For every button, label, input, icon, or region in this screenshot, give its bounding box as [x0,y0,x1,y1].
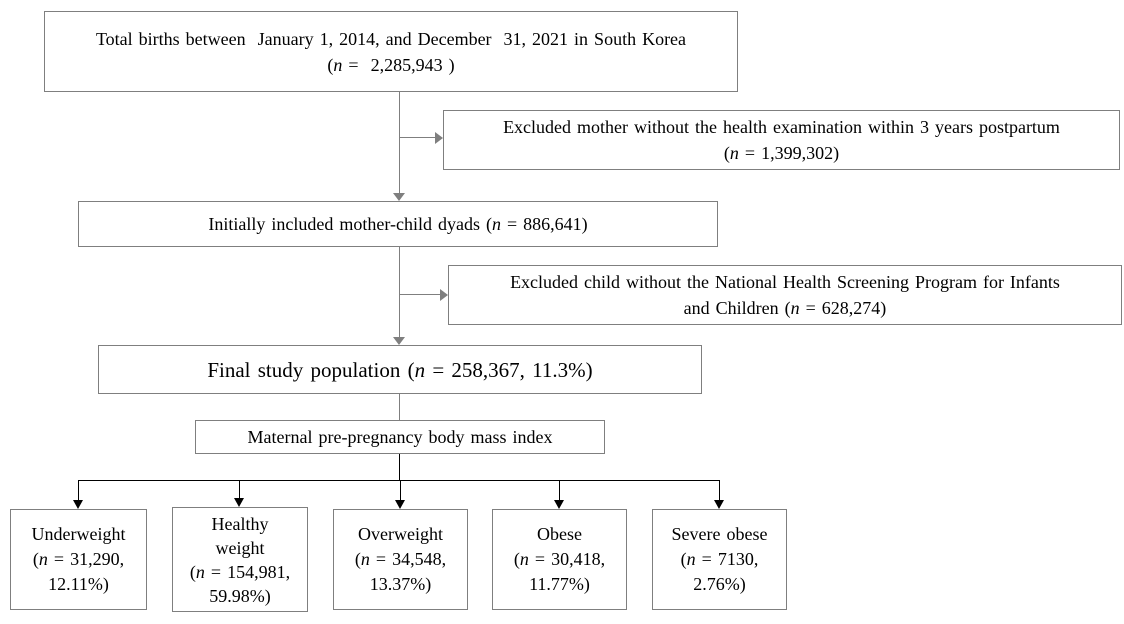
box-category-healthy-weight [172,507,308,612]
excluded-child-label: and Children ( [683,298,791,318]
arrowhead-down-black-3 [395,500,405,509]
n-value: = 886,641) [500,214,588,234]
category-percent: 13.37%) [369,574,432,594]
box-final-population [98,345,702,394]
n-value: = 154,981, [204,561,291,582]
box-category-underweight [10,509,147,610]
connector-branch-bar [78,480,720,481]
n-symbol: n [195,561,205,582]
n-symbol: n [790,298,800,318]
connector-cat-severe-obese [719,481,720,500]
connector-bmi-stub [399,454,400,481]
n-value: = 34,548, [369,549,447,569]
category-n [653,547,786,572]
arrowhead-down-gray-1 [393,193,405,201]
n-symbol: n [686,549,696,569]
arrowhead-down-black-5 [714,500,724,509]
total-births-n [45,52,737,78]
box-excluded-child [448,265,1122,325]
arrowhead-down-black-4 [554,500,564,509]
final-label: Final study population ( [207,357,415,382]
category-label: Healthy [211,513,269,534]
final-population-text [99,357,701,383]
box-excluded-mother [443,110,1120,170]
category-label: Overweight [358,524,443,544]
connector-cat-healthy [239,481,240,498]
n-value: = 2,285,943 ) [342,54,455,75]
category-n [173,560,307,584]
arrowhead-right-gray-1 [435,132,443,144]
arrowhead-down-black-1 [73,500,83,509]
box-category-obese [492,509,627,610]
connector-cat-underweight [78,481,79,500]
connector-cat-overweight [400,481,401,500]
arrowhead-down-black-2 [234,498,244,507]
box-bmi-header [195,420,605,454]
n-symbol: n [38,549,48,569]
connector-branch-excluded-child [400,294,441,295]
category-label: Obese [537,524,582,544]
category-label: Severe obese [671,524,768,544]
connector-cat-obese [559,481,560,500]
n-symbol: n [333,54,343,75]
bmi-header-text: Maternal pre-pregnancy body mass index [247,427,553,447]
n-value: = 7130, [695,549,759,569]
n-value: = 1,399,302) [738,143,840,163]
n-value: = 30,418, [528,549,606,569]
excluded-child-text: Excluded child without the National Health Screening Program for Infants [510,272,1060,292]
category-label-2: weight [215,537,265,558]
initial-dyads-text [79,211,717,237]
box-total-births [44,11,738,92]
excluded-child-n [449,295,1121,321]
box-category-overweight [333,509,468,610]
category-percent: 59.98%) [209,585,271,606]
paren: ( [327,54,334,75]
category-percent: 12.11%) [48,574,109,594]
n-symbol: n [414,357,426,382]
arrowhead-right-gray-2 [440,289,448,301]
category-percent: 11.77%) [529,574,590,594]
category-n [11,547,146,572]
box-initial-dyads [78,201,718,247]
paren: ( [32,549,39,569]
category-label: Underweight [31,524,126,544]
category-n [334,547,467,572]
n-symbol: n [360,549,370,569]
connector-dyads-to-final [399,247,400,338]
n-value: = 628,274) [799,298,887,318]
n-symbol: n [491,214,501,234]
paren: ( [680,549,687,569]
dyads-label: Initially included mother-child dyads ( [208,214,492,234]
n-symbol: n [729,143,739,163]
paren: ( [354,549,361,569]
n-value: = 258,367, 11.3%) [425,357,593,382]
connector-total-to-dyads [399,92,400,194]
n-symbol: n [519,549,529,569]
excluded-mother-text: Excluded mother without the health examination within 3 years postpartum [503,117,1060,137]
paren: ( [513,549,520,569]
paren: ( [189,561,196,582]
category-n [493,547,626,572]
box-category-severe-obese [652,509,787,610]
connector-branch-excluded-mother [400,137,436,138]
connector-final-to-bmi [399,394,400,420]
paren: ( [723,143,730,163]
total-births-text: Total births between January 1, 2014, and December 31, 2021 in South Korea [95,28,687,49]
n-value: = 31,290, [47,549,125,569]
category-percent: 2.76%) [693,574,746,594]
excluded-mother-n [444,140,1119,166]
arrowhead-down-gray-2 [393,337,405,345]
